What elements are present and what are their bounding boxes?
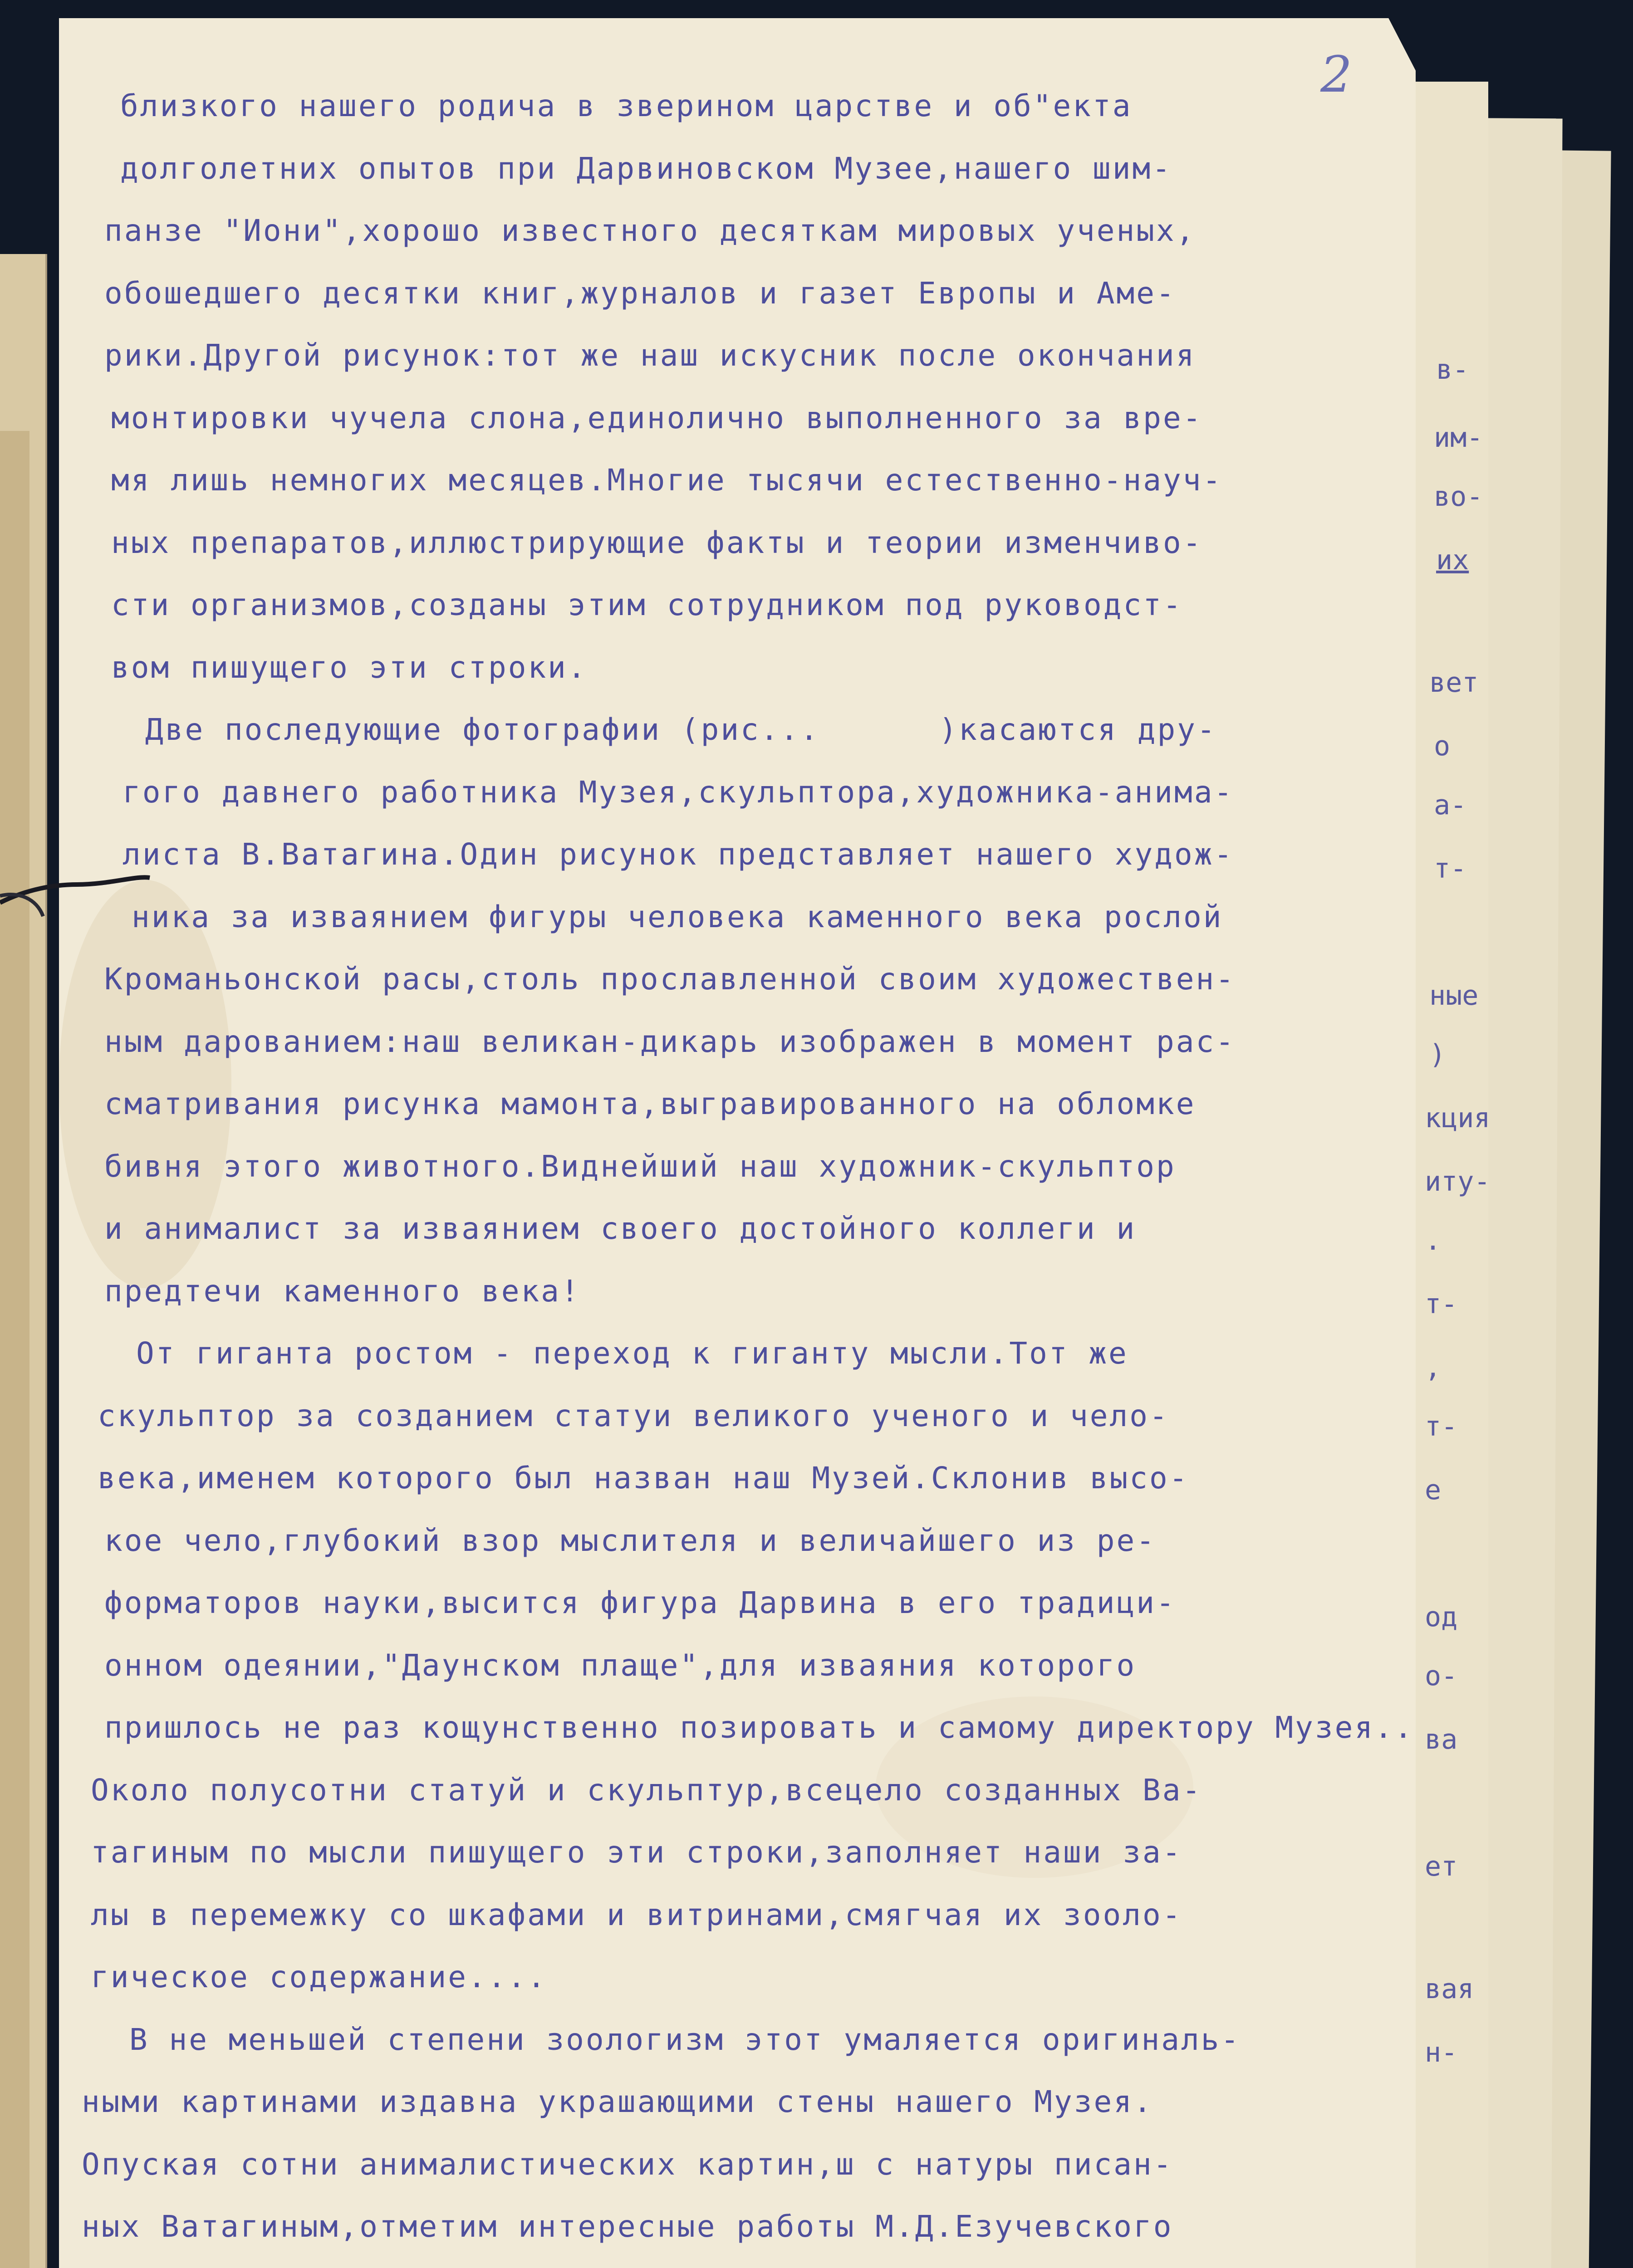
text-line: ных Ватагиным,отметим интересные работы М.Д.Езучевского — [82, 2209, 1173, 2244]
text-line: ными картинами издавна украшающими стены нашего Музея. — [82, 2084, 1153, 2119]
margin-fragment: вет — [1429, 667, 1479, 699]
margin-fragment: о- — [1425, 1660, 1458, 1692]
text-line: монтировки чучела слона,единолично выполненного за вре- — [111, 401, 1203, 435]
text-line: рики.Другой рисунок:тот же наш искусник после окончания — [104, 338, 1196, 373]
margin-fragment: од — [1425, 1601, 1458, 1633]
text-line: Кроманьонской расы,столь прославленной своим художествен- — [104, 962, 1236, 997]
text-line: бивня этого животного.Виднейший наш художник-скульптор — [104, 1149, 1176, 1184]
text-line: близкого нашего родича в зверином царстве и об"екта — [120, 88, 1133, 123]
text-line: обошедшего десятки книг,журналов и газет Европы и Аме- — [104, 276, 1176, 311]
margin-fragment: в- — [1436, 354, 1469, 386]
text-line: вом пишущего эти строки. — [111, 650, 588, 685]
margin-fragment: . — [1425, 1225, 1442, 1256]
margin-fragment: иту- — [1425, 1166, 1491, 1198]
margin-fragment: ные — [1429, 980, 1479, 1012]
text-line: Опуская сотни анималистических картин,ш с натуры писан- — [82, 2147, 1173, 2182]
margin-fragment: о — [1434, 730, 1451, 762]
text-line: долголетних опытов при Дарвиновском Музее,нашего шим- — [120, 151, 1172, 186]
margin-fragment: им- — [1434, 422, 1483, 454]
page-number-handwritten: 2 — [1320, 45, 1352, 103]
margin-fragment: т- — [1425, 1288, 1458, 1320]
margin-fragment: е — [1425, 1474, 1442, 1506]
text-line: кое чело,глубокий взор мыслителя и величайшего из ре- — [104, 1523, 1156, 1558]
text-line: пришлось не раз кощунственно позировать и самому директору Музея.. — [104, 1710, 1414, 1745]
text-line: ных препаратов,иллюстрирующие факты и теории изменчиво- — [111, 525, 1203, 560]
text-line: сматривания рисунка мамонта,выгравированного на обломке — [104, 1086, 1196, 1121]
text-line: панзе "Иони",хорошо известного десяткам мировых ученых, — [104, 213, 1196, 248]
margin-fragment: вая — [1425, 1973, 1474, 2005]
margin-fragment: ) — [1429, 1039, 1446, 1070]
text-line: Две последующие фотографии (рис... )касаются дру- — [145, 712, 1217, 747]
text-line: тагиным по мысли пишущего эти строки,заполняет наши за- — [91, 1835, 1182, 1870]
margin-fragment: ет — [1425, 1851, 1458, 1882]
margin-fragment: кция — [1425, 1102, 1491, 1134]
text-line: форматоров науки,высится фигура Дарвина в его традици- — [104, 1585, 1176, 1620]
text-line: мя лишь немногих месяцев.Многие тысячи естественно-науч- — [111, 463, 1223, 498]
margin-fragment: ва — [1425, 1724, 1458, 1755]
text-line: века,именем которого был назван наш Музей.Склонив высо- — [98, 1461, 1189, 1496]
text-line: листа В.Ватагина.Один рисунок представляет нашего худож- — [123, 837, 1234, 872]
margin-fragment: во- — [1434, 481, 1483, 513]
margin-fragment: , — [1425, 1352, 1442, 1383]
margin-fragment: т- — [1434, 853, 1467, 885]
text-line: ным дарованием:наш великан-дикарь изображен в момент рас- — [104, 1024, 1236, 1059]
text-line: онном одеянии,"Даунском плаще",для изваяния которого — [104, 1648, 1137, 1683]
margin-fragment: н- — [1425, 2037, 1458, 2068]
text-line: гого давнего работника Музея,скульптора,художника-анима- — [123, 775, 1234, 810]
margin-fragment: их — [1436, 544, 1469, 576]
text-line: Около полусотни статуй и скульптур,всецело созданных Ва- — [91, 1773, 1202, 1808]
margin-fragment: а- — [1434, 789, 1467, 821]
text-line: В не меньшей степени зоологизм этот умаляется оригиналь- — [129, 2022, 1241, 2057]
text-line: лы в перемежку со шкафами и витринами,смягчая их зооло- — [91, 1897, 1182, 1932]
text-line: гическое содержание.... — [91, 1960, 547, 1994]
text-line: сти организмов,созданы этим сотрудником под руководст- — [111, 587, 1183, 622]
text-line: и анималист за изваянием своего достойного коллеги и — [104, 1211, 1137, 1246]
text-line: ника за изваянием фигуры человека каменного века рослой — [132, 899, 1223, 934]
margin-fragment: т- — [1425, 1411, 1458, 1442]
text-line: скульптор за созданием статуи великого ученого и чело- — [98, 1398, 1169, 1433]
text-line: предтечи каменного века! — [104, 1274, 581, 1309]
text-line: От гиганта ростом - переход к гиганту мысли.Тот же — [136, 1336, 1128, 1371]
